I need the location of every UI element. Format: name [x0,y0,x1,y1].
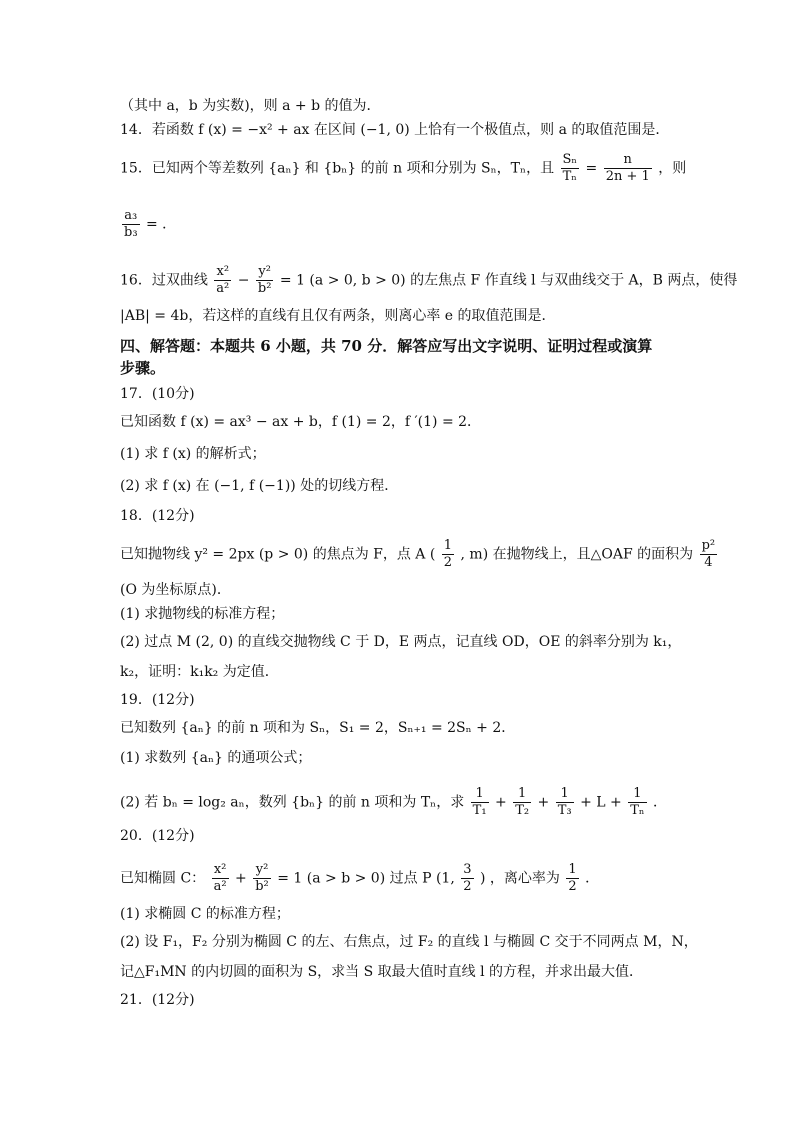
fraction [561,152,580,185]
question-15 [120,152,686,185]
numerator: y² [253,862,271,879]
question-18-stem-continued: (O 为坐标原点)． [120,582,231,598]
open-paren: (1, [435,870,455,887]
denominator: b₃ [124,225,138,240]
fraction [566,862,578,895]
question-19-part-2 [120,786,667,819]
question-19-stem: 已知数列 {aₙ} 的前 n 项和为 Sₙ，S₁ = 2，Sₙ₊₁ = 2Sₙ + 2． [120,720,516,736]
denominator: T₂ [515,803,530,818]
numerator: p² [701,538,716,553]
question-18-part-1: (1) 求抛物线的标准方程； [120,606,285,622]
text-span: (2) 若 bₙ = log₂ aₙ，数列 {bₙ} 的前 n 项和为 Tₙ，求 [120,794,465,811]
text-span: = 1 (a > 0, b > 0) 的左焦点 F 作直线 l 与双曲线交于 A，B 两点，使得 [279,272,738,289]
numerator: 1 [443,538,453,553]
plus-sign: + [495,794,507,811]
text-span: ，离心率为 [489,870,560,887]
denominator: 2 [568,879,577,894]
fraction [214,264,231,297]
numerator: 1 [556,786,574,803]
fraction [604,152,652,185]
question-17-part-1: (1) 求 f (x) 的解析式； [120,446,266,462]
question-19-part-1: (1) 求数列 {aₙ} 的通项公式； [120,750,312,766]
denominator: b² [257,281,272,296]
text-span: = 1 (a > b > 0) 过点 P [277,870,432,887]
question-20-part-1: (1) 求椭圆 C 的标准方程； [120,906,290,922]
fraction [253,862,271,895]
denominator: b² [255,879,269,894]
numerator: 1 [471,786,489,803]
question-20-part-2: (2) 设 F₁，F₂ 分别为椭圆 C 的左、右焦点，过 F₂ 的直线 l 与椭圆 C 交于不同两点 M，N， [120,934,698,950]
fraction [442,538,454,571]
section-heading-continued: 步骤。 [120,359,166,377]
question-20-header: 20．(12分) [120,828,195,844]
denominator: 2n + 1 [605,169,650,184]
question-17-part-2: (2) 求 f (x) 在 (−1, f (−1)) 处的切线方程． [120,478,399,494]
denominator: 2 [443,555,453,570]
open-paren: ( [429,546,436,563]
question-18-part-2-continued: k₂，证明：k₁k₂ 为定值． [120,664,279,680]
fraction [513,786,531,819]
text-span: ． [585,870,600,887]
denominator: T₃ [557,803,572,818]
fraction [212,862,229,895]
numerator: a₃ [122,208,140,225]
fraction [556,786,574,819]
fraction [628,786,646,819]
numerator: x² [212,862,229,879]
question-20-part-2-continued: 记△F₁MN 的内切圆的面积为 S，求当 S 取最大值时直线 l 的方程，并求出最大值． [120,964,644,980]
question-18-part-2: (2) 过点 M (2, 0) 的直线交抛物线 C 于 D，E 两点，记直线 OD，OE 的斜率分别为 k₁， [120,634,682,650]
question-18-stem [120,538,719,571]
question-16 [120,264,737,297]
text-span: ，则 [658,160,687,177]
numerator: x² [214,264,231,281]
question-18-header: 18．(12分) [120,508,195,524]
minus-sign: − [237,272,250,289]
denominator: 4 [704,555,713,570]
numerator: 1 [568,862,577,877]
fraction [256,264,274,297]
denominator: Tₙ [562,169,577,184]
denominator: a² [216,281,230,296]
numerator: Sₙ [562,152,578,167]
text-span: 16．过双曲线 [120,272,208,289]
ellipsis-sign: + L + [580,794,622,811]
text-span: = ． [146,216,177,233]
text-span: , m) 在抛物线上，且△OAF 的面积为 [460,546,694,563]
numerator: 1 [513,786,531,803]
question-21-header: 21．(12分) [120,992,195,1008]
question-17-header: 17．(10分) [120,386,195,402]
plus-sign: + [537,794,550,811]
question-19-header: 19．(12分) [120,692,195,708]
close-paren: ) [479,870,486,887]
numerator: 3 [463,862,472,877]
fraction [122,208,140,241]
question-20-stem [120,862,599,895]
numerator: n [604,152,652,169]
numerator: y² [256,264,274,281]
text-span: 已知椭圆 C： [120,870,206,887]
denominator: 2 [463,879,472,894]
text-span: 已知抛物线 y² = 2px (p > 0) 的焦点为 F，点 A [120,546,426,563]
question-15-continued [120,208,176,241]
fraction [461,862,473,895]
numerator: 1 [628,786,646,803]
plus-sign: + [235,870,247,887]
text-line: （其中 a，b 为实数)，则 a + b 的值为． [120,98,381,114]
fraction [700,538,718,571]
denominator: T₁ [472,803,487,818]
question-17-stem: 已知函数 f (x) = ax³ − ax + b，f (1) = 2，f ′(1) = 2． [120,414,482,430]
question-14: 14．若函数 f (x) = −x² + ax 在区间 (−1, 0) 上恰有一个极值点，则 a 的取值范围是． [120,122,670,138]
text-span: 15．已知两个等差数列 {aₙ} 和 {bₙ} 的前 n 项和分别为 Sₙ，Tₙ，且 [120,160,555,177]
question-16-continued: |AB| = 4b，若这样的直线有且仅有两条，则离心率 e 的取值范围是． [120,308,556,324]
text-span: ． [652,794,667,811]
fraction [471,786,489,819]
equals-sign: = [585,160,598,177]
denominator: a² [213,879,227,894]
section-heading: 四、解答题：本题共 6 小题，共 70 分．解答应写出文字说明、证明过程或演算 [120,337,653,355]
denominator: Tₙ [630,803,645,818]
